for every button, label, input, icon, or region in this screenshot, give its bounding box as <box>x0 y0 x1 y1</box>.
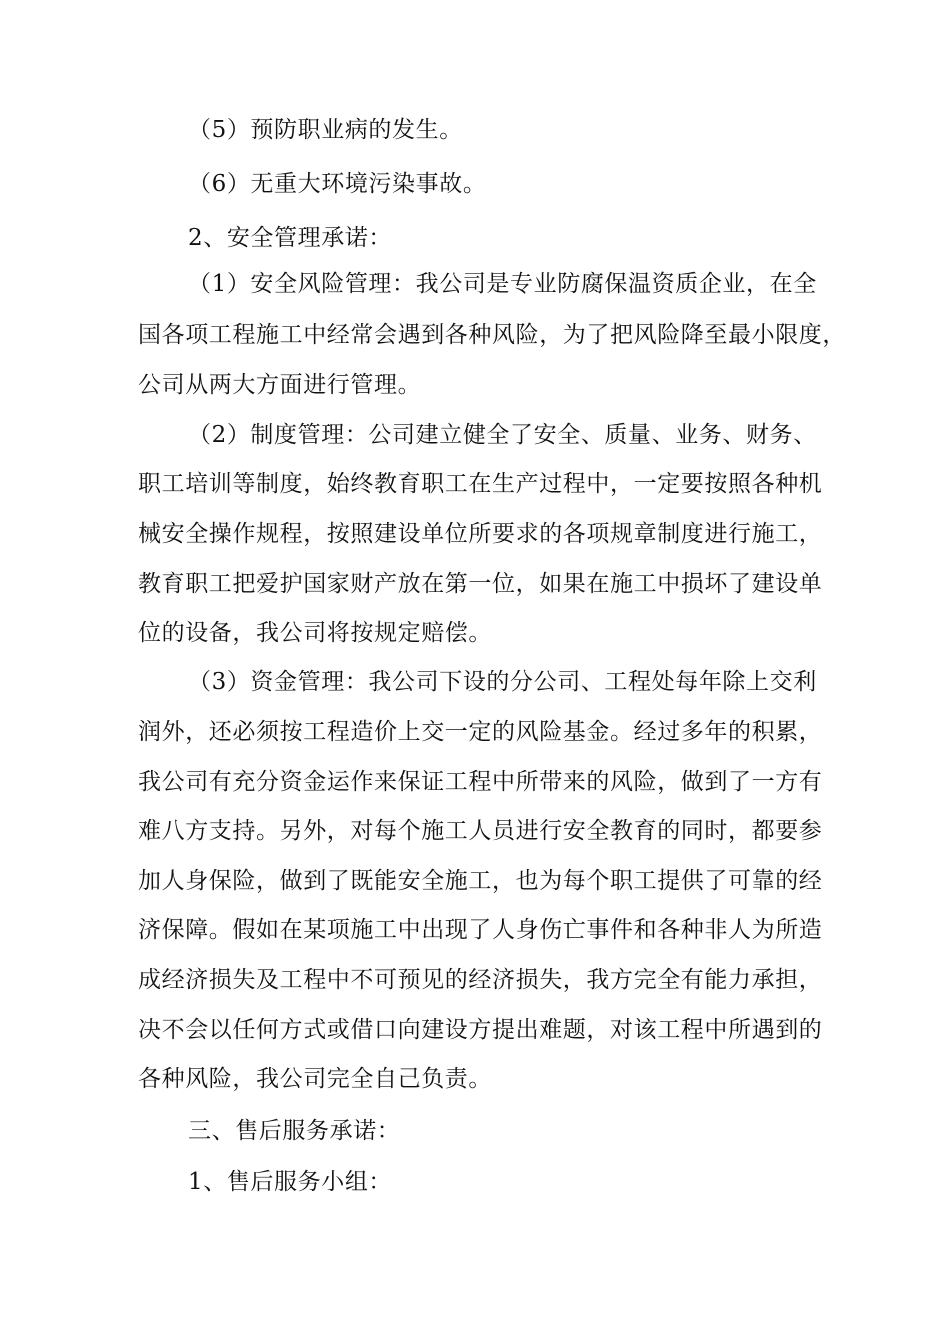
paragraph-fund-management-line-9: 各种风险，我公司完全自己负责。 <box>138 1066 492 1092</box>
paragraph-system-management-line-3: 械安全操作规程，按照建设单位所要求的各项规章制度进行施工， <box>138 521 823 547</box>
paragraph-system-management-line-5: 位的设备，我公司将按规定赔偿。 <box>138 620 492 646</box>
paragraph-item-6: （6）无重大环境污染事故。 <box>188 171 487 197</box>
paragraph-fund-management-line-8: 决不会以任何方式或借口向建设方提出难题，对该工程中所遇到的 <box>138 1017 823 1043</box>
paragraph-fund-management-line-5: 加人身保险，做到了既能安全施工，也为每个职工提供了可靠的经 <box>138 868 823 894</box>
paragraph-risk-management-line-3: 公司从两大方面进行管理。 <box>138 372 422 398</box>
paragraph-fund-management-line-7: 成经济损失及工程中不可预见的经济损失，我方完全有能力承担， <box>138 967 823 993</box>
paragraph-fund-management-line-1: （3）资金管理：我公司下设的分公司、工程处每年除上交利 <box>188 669 817 695</box>
paragraph-fund-management-line-2: 润外，还必须按工程造价上交一定的风险基金。经过多年的积累， <box>138 719 823 745</box>
paragraph-fund-management-line-6: 济保障。假如在某项施工中出现了人身伤亡事件和各种非人为所造 <box>138 917 823 943</box>
paragraph-risk-management-line-2: 国各项工程施工中经常会遇到各种风险，为了把风险降至最小限度， <box>138 322 846 348</box>
section-heading-safety-commitment: 2、安全管理承诺： <box>188 225 393 251</box>
paragraph-risk-management-line-1: （1）安全风险管理：我公司是专业防腐保温资质企业，在全 <box>188 271 817 297</box>
paragraph-system-management-line-1: （2）制度管理：公司建立健全了安全、质量、业务、财务、 <box>188 422 817 448</box>
paragraph-system-management-line-2: 职工培训等制度，始终教育职工在生产过程中，一定要按照各种机 <box>138 471 823 497</box>
paragraph-system-management-line-4: 教育职工把爱护国家财产放在第一位，如果在施工中损坏了建设单 <box>138 571 823 597</box>
paragraph-fund-management-line-4: 难八方支持。另外，对每个施工人员进行安全教育的同时，都要参 <box>138 818 823 844</box>
section-heading-after-sales: 三、售后服务承诺： <box>188 1118 401 1144</box>
paragraph-fund-management-line-3: 我公司有充分资金运作来保证工程中所带来的风险，做到了一方有 <box>138 769 823 795</box>
paragraph-item-5: （5）预防职业病的发生。 <box>188 117 463 143</box>
section-heading-after-sales-team: 1、售后服务小组： <box>188 1169 393 1195</box>
